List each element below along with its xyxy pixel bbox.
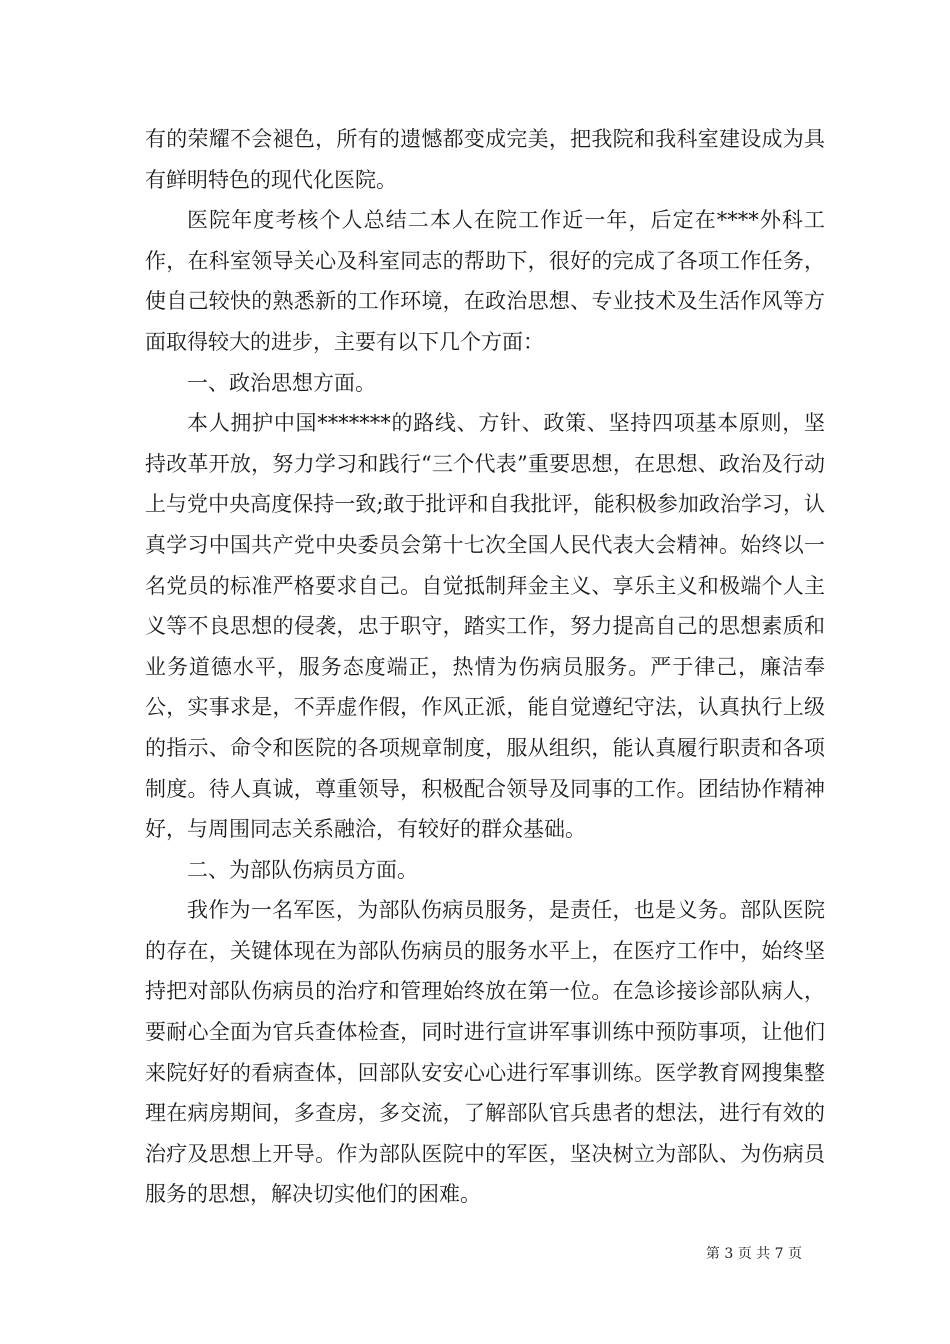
- section-heading-army-patients: 二、为部队伤病员方面。: [187, 857, 418, 882]
- paragraph-continuation: 有的荣耀不会褪色，所有的遗憾都变成完美，把我院和我科室建设成为具有鲜明特色的现代化医院。: [145, 127, 825, 192]
- document-body: [145, 119, 825, 1215]
- paragraph-army-patients: 我作为一名军医，为部队伤病员服务，是责任，也是义务。部队医院的存在，关键体现在为部队伤病员的服务水平上，在医疗工作中，始终坚持把对部队伤病员的治疗和管理始终放在第一位。在急诊接诊部队病人，要耐心全面为官兵查体检查，同时进行宣讲军事训练中预防事项，让他们来院好好的看病查体，回部队安安心心进行军事训练。医学教育网搜集整理在病房期间，多查房，多交流，了解部队官兵患者的想法，进行有效的治疗及思想上开导。作为部队医院中的军医，坚决树立为部队、为伤病员服务的思想，解决切实他们的困难。: [145, 898, 825, 1207]
- page-number: 第 3 页 共 7 页: [705, 1246, 802, 1262]
- paragraph-political: 本人拥护中国*******的路线、方针、政策、坚持四项基本原则，坚持改革开放，努力学习和践行“三个代表”重要思想，在思想、政治及行动上与党中央高度保持一致;敢于批评和自我批评，能积极参加政治学习，认真学习中国共产党中央委员会第十七次全国人民代表大会精神。始终以一名党员的标准严格要求自己。自觉抵制拜金主义、享乐主义和极端个人主义等不良思想的侵袭，忠于职守，踏实工作，努力提高自己的思想素质和业务道德水平，服务态度端正，热情为伤病员服务。严于律己，廉洁奉公，实事求是，不弄虚作假，作风正派，能自觉遵纪守法，认真执行上级的指示、命令和医院的各项规章制度，服从组织，能认真履行职责和各项制度。待人真诚，尊重领导，积极配合领导及同事的工作。团结协作精神好，与周围同志关系融洽，有较好的群众基础。: [145, 411, 825, 842]
- section-heading-political: 一、政治思想方面。: [187, 370, 376, 395]
- paragraph-summary-intro: 医院年度考核个人总结二本人在院工作近一年，后定在****外科工作，在科室领导关心及科室同志的帮助下，很好的完成了各项工作任务，使自己较快的熟悉新的工作环境，在政治思想、专业技术及生活作风等方面取得较大的进步，主要有以下几个方面：: [145, 208, 825, 354]
